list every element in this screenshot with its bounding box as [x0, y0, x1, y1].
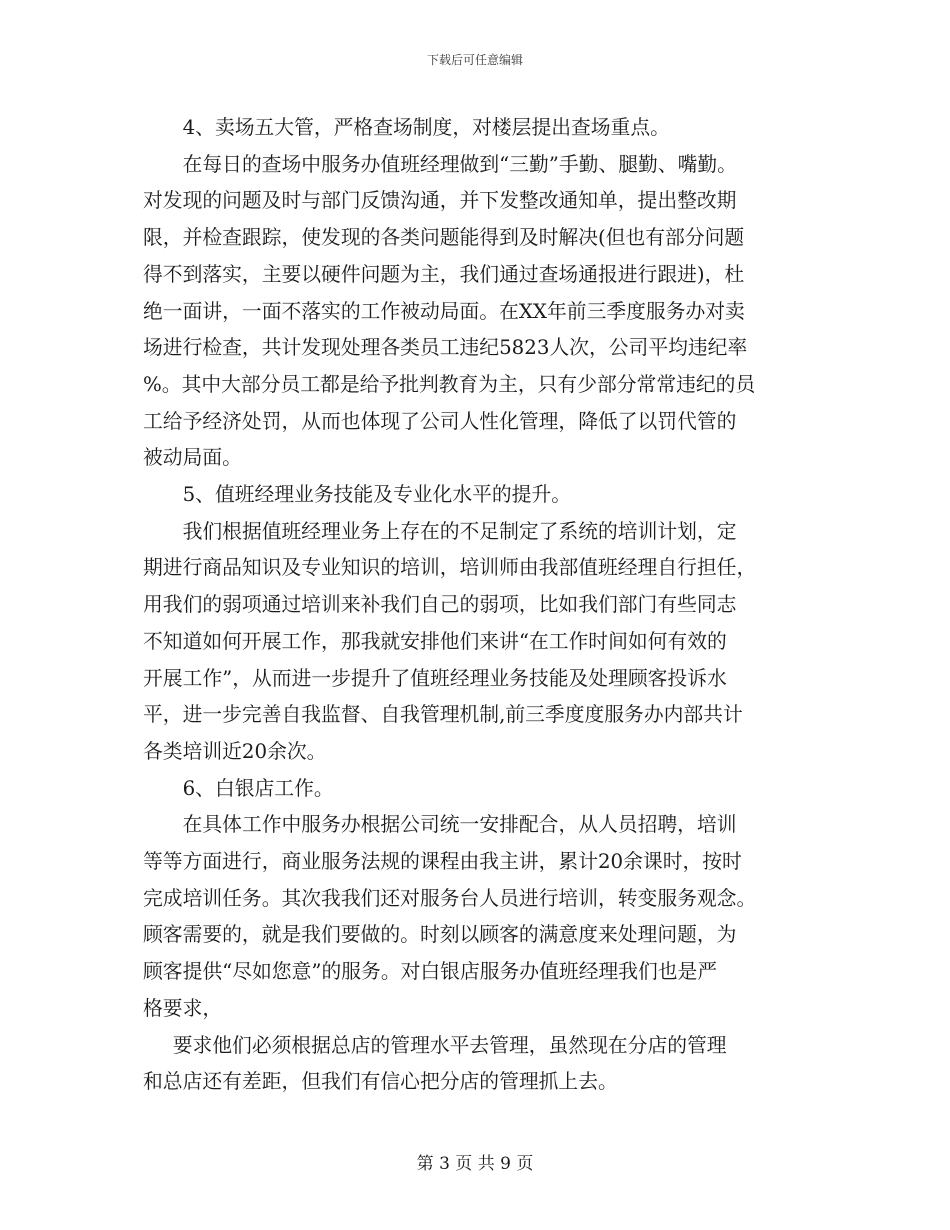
paragraph-line: 得不到落实，主要以硬件问题为主，我们通过查场通报进行跟进)，杜	[143, 262, 745, 286]
paragraph-line: 格要求，	[143, 996, 223, 1020]
paragraph-line: 和总店还有差距，但我们有信心把分店的管理抓上去。	[143, 1070, 618, 1094]
heading-item-5: 5、值班经理业务技能及专业化水平的提升。	[182, 483, 572, 507]
heading-item-6: 6、白银店工作。	[182, 776, 334, 800]
paragraph-line: 顾客需要的，就是我们要做的。时刻以顾客的满意度来处理问题，为	[143, 923, 737, 947]
paragraph-line: 顾客提供“尽如您意”的服务。对白银店服务办值班经理我们也是严	[143, 960, 718, 984]
paragraph-line: 完成培训任务。其次我我们还对服务台人员进行培训，转变服务观念。	[143, 886, 757, 910]
page-header: 下载后可任意编辑	[426, 53, 523, 67]
paragraph-line: 场进行检查，共计发现处理各类员工违纪5823人次，公司平均违纪率	[143, 336, 748, 360]
paragraph-line: 在每日的查场中服务办值班经理做到“三勤”手勤、腿勤、嘴勤。	[182, 152, 737, 176]
paragraph-line: 期进行商品知识及专业知识的培训，培训师由我部值班经理自行担任，	[143, 556, 757, 580]
paragraph-line: 开展工作”，从而进一步提升了值班经理业务技能及处理顾客投诉水	[143, 666, 727, 690]
document-body	[143, 110, 811, 1101]
page-number: 第 3 页 共 9 页	[416, 1154, 534, 1174]
paragraph-line: 绝一面讲，一面不落实的工作被动局面。在XX年前三季度服务办对卖	[143, 299, 745, 323]
paragraph-line: %。其中大部分员工都是给予批判教育为主，只有少部分常常违纪的员	[143, 372, 756, 396]
paragraph-line: 我们根据值班经理业务上存在的不足制定了系统的培训计划，定	[182, 519, 737, 543]
paragraph-line: 在具体工作中服务办根据公司统一安排配合，从人员招聘，培训	[182, 813, 737, 837]
paragraph-line: 用我们的弱项通过培训来补我们自己的弱项，比如我们部门有些同志	[143, 593, 737, 617]
heading-item-4: 4、卖场五大管，严格查场制度，对楼层提出查场重点。	[182, 116, 670, 139]
paragraph-line: 对发现的问题及时与部门反馈沟通，并下发整改通知单，提出整改期	[143, 189, 737, 213]
paragraph-line: 被动局面。	[143, 446, 242, 470]
paragraph-line: 等等方面进行，商业服务法规的课程由我主讲，累计20余课时，按时	[143, 850, 742, 874]
paragraph-line: 不知道如何开展工作，那我就安排他们来讲“在工作时间如何有效的	[143, 629, 727, 653]
paragraph-line: 各类培训近20余次。	[143, 739, 327, 763]
paragraph-line: 工给予经济处罚，从而也体现了公司人性化管理，降低了以罚代管的	[143, 409, 737, 433]
paragraph-line: 平，进一步完善自我监督、自我管理机制,前三季度度服务办内部共计	[143, 703, 743, 727]
paragraph-line: 限，并检查跟踪，使发现的各类问题能得到及时解决(但也有部分问题	[143, 226, 745, 250]
paragraph-line: 要求他们必须根据总店的管理水平去管理，虽然现在分店的管理	[172, 1033, 727, 1057]
